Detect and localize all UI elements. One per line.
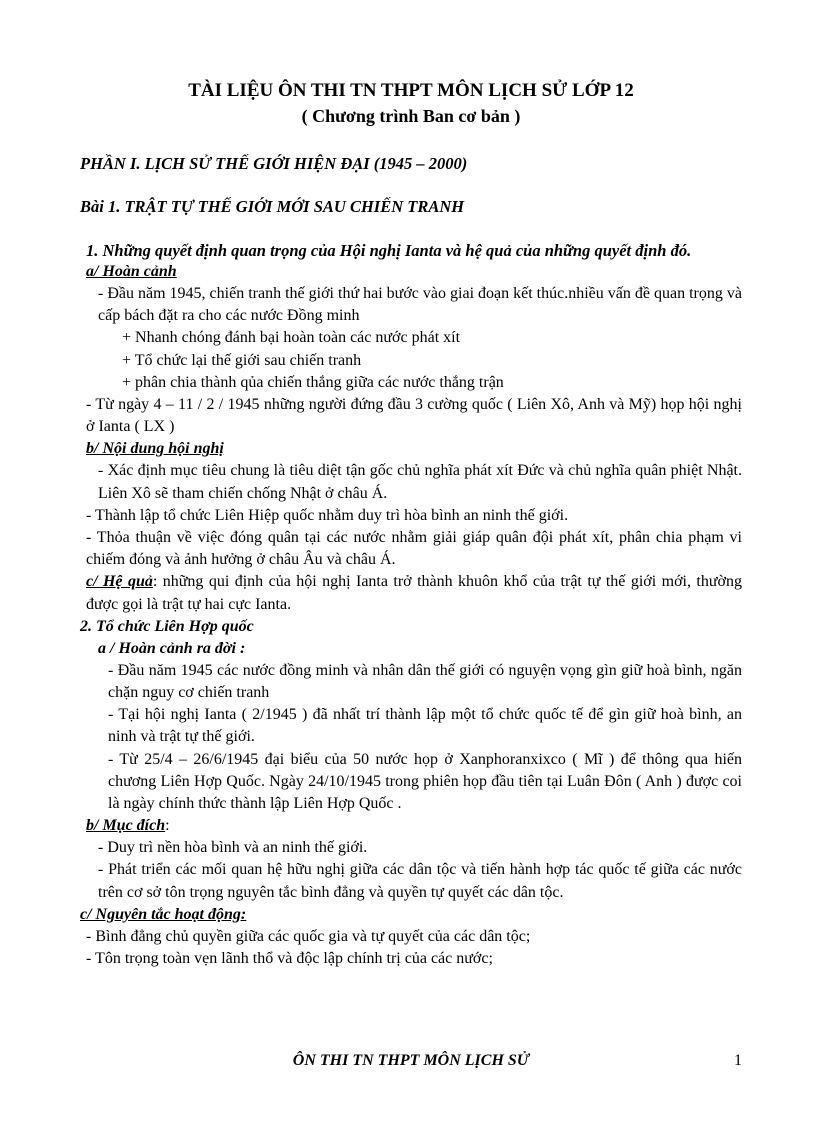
subsection-2b-colon: :	[165, 817, 170, 835]
lesson-heading: Bài 1. TRẬT TỰ THẾ GIỚI MỚI SAU CHIẾN TRANH	[80, 197, 465, 216]
section-2-heading: 2. Tổ chức Liên Hợp quốc	[80, 617, 254, 635]
subsection-1c-title: c/ Hệ quả	[86, 573, 153, 591]
paragraph-1a-1: - Đầu năm 1945, chiến tranh thế giới thứ hai bước vào giai đoạn kết thúc.nhiều vấn đề quan trọng và cấp bách đặt ra cho các nước Đồng minh	[98, 285, 742, 325]
paragraph-2a-2: - Tại hội nghị Ianta ( 2/1945 ) đã nhất trí thành lập một tổ chức quốc tế để gìn giữ hoà bình, an ninh và trật tự thế giới.	[108, 706, 742, 746]
paragraph-2a-3: - Từ 25/4 – 26/6/1945 đại biểu của 50 nước họp ở Xanphoranxixco ( Mĩ ) để thông qua hiến chương Liên Hợp Quốc. Ngày 24/10/1945 trong phiên họp đầu tiên tại Luân Đôn ( Anh ) được coi là ngày chính thức thành lập Liên Hợp Quốc .	[108, 750, 742, 813]
subsection-2a-title: a / Hoàn cảnh ra đời :	[98, 639, 246, 657]
page-number: 1	[734, 1052, 742, 1069]
paragraph-2c-2: - Tôn trọng toàn vẹn lãnh thổ và độc lập chính trị của các nước;	[86, 950, 493, 968]
paragraph-1b-2: - Thành lập tổ chức Liên Hiệp quốc nhằm duy trì hòa bình an ninh thế giới.	[86, 506, 569, 524]
document-title: TÀI LIỆU ÔN THI TN THPT MÔN LỊCH SỬ LỚP 12	[188, 80, 634, 101]
subsection-2c-title: c/ Nguyên tắc hoạt động:	[80, 905, 247, 923]
paragraph-2c-1: - Bình đẳng chủ quyền giữa các quốc gia và tự quyết của các dân tộc;	[86, 927, 531, 945]
subsection-2b-heading	[80, 815, 742, 837]
subsection-2b-title: b/ Mục đích	[86, 817, 166, 835]
bullet-1a-1: + Nhanh chóng đánh bại hoàn toàn các nước phát xít	[122, 329, 461, 347]
paragraph-2b-1: - Duy trì nền hòa bình và an ninh thế giới.	[98, 839, 368, 857]
page-footer	[80, 1052, 742, 1074]
paragraph-1a-2: - Từ ngày 4 – 11 / 2 / 1945 những người đứng đầu 3 cường quốc ( Liên Xô, Anh và Mỹ) họp hội nghị ở Ianta ( LX )	[86, 396, 742, 436]
footer-text: ÔN THI TN THPT MÔN LỊCH SỬ	[292, 1052, 530, 1069]
paragraph-1b-1: - Xác định mục tiêu chung là tiêu diệt tận gốc chủ nghĩa phát xít Đức và chủ nghĩa quân phiệt Nhật. Liên Xô sẽ tham chiến chống Nhật ở châu Á.	[98, 462, 742, 502]
part-heading: PHẦN I. LỊCH SỬ THẾ GIỚI HIỆN ĐẠI (1945 – 2000)	[80, 154, 468, 173]
paragraph-2a-1: - Đầu năm 1945 các nước đồng minh và nhân dân thế giới có nguyện vọng gìn giữ hoà bình, ngăn chặn nguy cơ chiến tranh	[108, 661, 742, 702]
paragraph-1b-3: - Thỏa thuận về việc đóng quân tại các nước nhằm giải giáp quân đội phát xít, phân chia phạm vi chiếm đóng và ảnh hưởng ở châu Âu và châu Á.	[86, 529, 742, 569]
bullet-1a-2: + Tổ chức lại thế giới sau chiến tranh	[122, 351, 362, 369]
document-subtitle: ( Chương trình Ban cơ bản )	[301, 106, 521, 126]
paragraph-1c	[80, 571, 742, 615]
subsection-1c-text: : những qui định của hội nghị Ianta trở thành khuôn khổ của trật tự thế giới mới, thường được gọi là trật tự hai cực Ianta.	[86, 573, 742, 613]
document-page	[80, 78, 742, 970]
bullet-1a-3: + phân chia thành qủa chiến thắng giữa các nước thắng trận	[122, 373, 504, 391]
section-1-heading: 1. Những quyết định quan trọng của Hội nghị Ianta và hệ quả của những quyết định đó.	[86, 241, 692, 260]
subsection-1a-title: a/ Hoàn cảnh	[86, 263, 177, 280]
paragraph-2b-2: - Phát triển các mối quan hệ hữu nghị giữa các dân tộc và tiến hành hợp tác quốc tế giữa các nước trên cơ sở tôn trọng nguyên tắc bình đẳng và quyền tự quyết các dân tộc.	[98, 861, 742, 901]
subsection-1b-title: b/ Nội dung hội nghị	[86, 440, 224, 458]
